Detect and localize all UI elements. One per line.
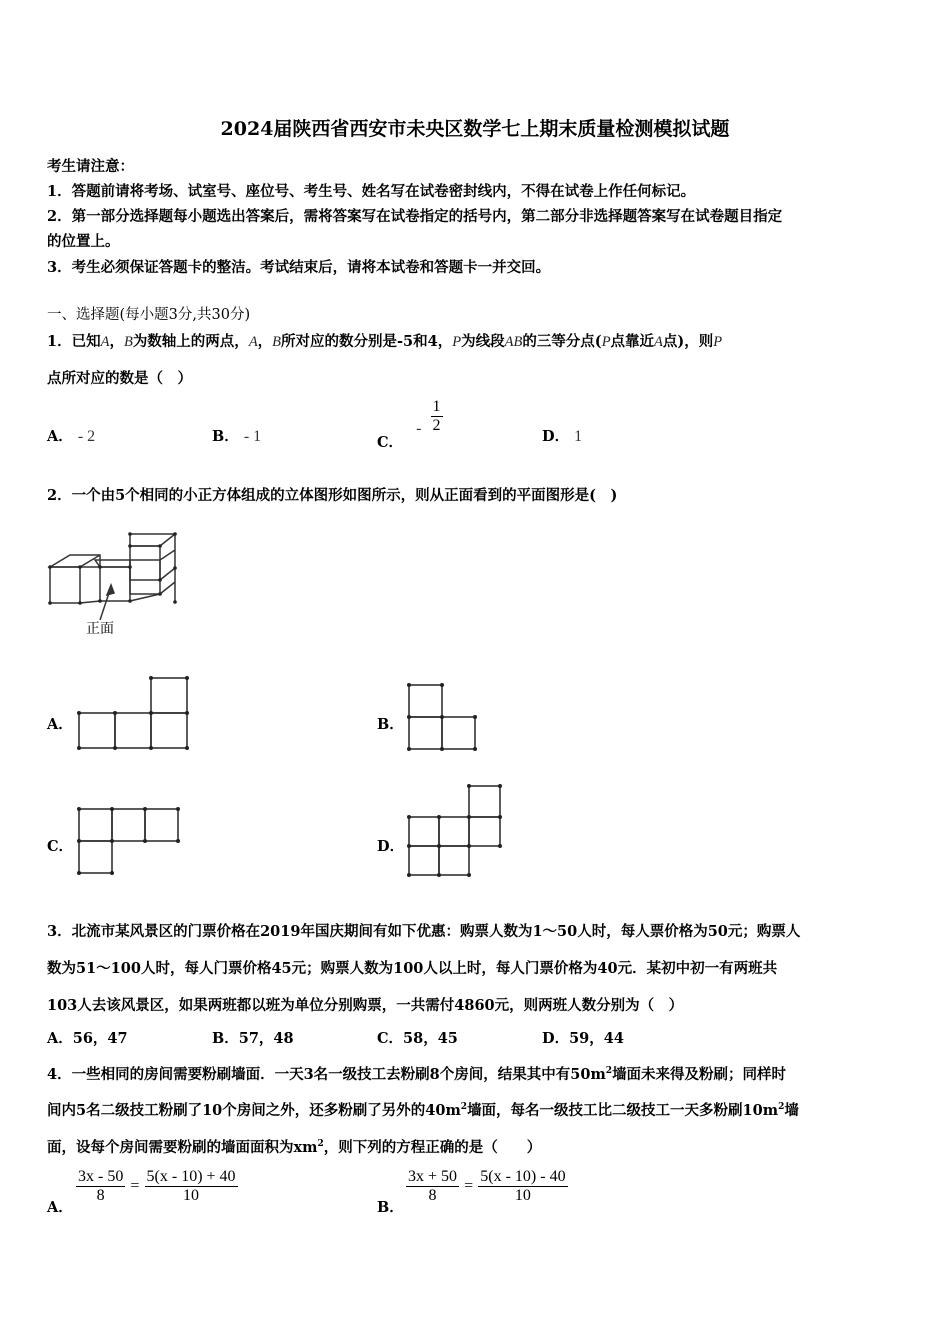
question-4-line: 间内5名二级技工粉刷了10个房间之外，还多粉刷了另外的$40m^2$墙面，每名一级技工比二级技工一天多粉刷$10m^2$墙: [47, 1102, 799, 1119]
q3-option-c[interactable]: C．58，45: [377, 1030, 458, 1047]
question-4-line: 面，设每个房间需要粉刷的墙面面积为$xm^2$，则下列的方程正确的是（ ）: [47, 1139, 542, 1156]
q4-option-a-equation[interactable]: $\frac{3x - 50}{8}$ = $\frac{5(x - 10) + 40}{10}$: [78, 1168, 236, 1204]
q2-option-c-label[interactable]: C．: [47, 838, 74, 855]
front-label: 正面: [86, 621, 114, 637]
q4-option-b-equation[interactable]: $\frac{3x + 50}{8}$ = $\frac{5(x - 10) - 40}{10}$: [408, 1168, 566, 1204]
q2-3d-figure: [45, 515, 185, 640]
q2-option-d-figure[interactable]: [406, 783, 506, 878]
question-4-line: 4．一些相同的房间需要粉刷墙面．一天3名一级技工去粉刷8个房间，结果其中有$50m^2$墙面未来得及粉刷；同样时: [47, 1066, 787, 1083]
question-1-line-1: 1．已知A，B为数轴上的两点，A，B所对应的数分别是-5和4，P为线段AB的三等分点(P点靠近A点)，则P: [47, 333, 723, 350]
section-heading: 一、选择题(每小题3分,共30分): [47, 307, 251, 323]
q2-option-d-label[interactable]: D．: [377, 838, 405, 855]
q1-option-d[interactable]: D． 1: [542, 428, 583, 445]
notice-item: 1．答题前请将考场、试室号、座位号、考生号、姓名写在试卷密封线内，不得在试卷上作任何标记。: [47, 183, 696, 200]
notice-item: 3．考生必须保证答题卡的整洁。考试结束后，请将本试卷和答题卡一并交回。: [47, 259, 551, 276]
notice-heading: 考生请注意：: [47, 158, 134, 175]
q2-option-c-figure[interactable]: [76, 806, 182, 878]
q3-option-d[interactable]: D．59，44: [542, 1030, 624, 1047]
q4-option-a-label[interactable]: A．: [47, 1199, 73, 1216]
question-3-line: 3．北流市某风景区的门票价格在2019年国庆期间有如下优惠：购票人数为1～50人时，每人票价格为50元；购票人: [47, 923, 801, 940]
page-title: 2024届陕西省西安市未央区数学七上期末质量检测模拟试题: [220, 118, 730, 140]
question-3-line: 103人去该风景区，如果两班都以班为单位分别购票，一共需付4860元，则两班人数分别为（ ）: [47, 997, 684, 1014]
question-3-line: 数为51～100人时，每人门票价格45元；购票人数为100人以上时，每人门票价格为40元．某初中初一有两班共: [47, 960, 778, 977]
notice-item: 2．第一部分选择题每小题选出答案后，需将答案写在试卷指定的括号内，第二部分非选择题答案写在试卷题目指定: [47, 208, 783, 225]
q1-option-c[interactable]: C． - $\frac{1}{2}$: [377, 398, 441, 451]
q2-option-b-label[interactable]: B．: [377, 716, 404, 733]
question-1-line-2: 点所对应的数是（ ）: [47, 370, 192, 387]
notice-item: 的位置上。: [47, 233, 120, 250]
q1-option-b[interactable]: B． - 1: [212, 428, 262, 445]
q2-option-b-figure[interactable]: [406, 682, 480, 752]
q2-option-a-label[interactable]: A．: [47, 716, 73, 733]
q3-option-a[interactable]: A．56，47: [47, 1030, 128, 1047]
question-2-text: 2．一个由5个相同的小正方体组成的立体图形如图所示，则从正面看到的平面图形是( ): [47, 487, 618, 504]
q3-option-b[interactable]: B．57，48: [212, 1030, 294, 1047]
q1-option-a[interactable]: A． - 2: [47, 428, 96, 445]
q2-option-a-figure[interactable]: [76, 676, 190, 752]
q4-option-b-label[interactable]: B．: [377, 1199, 404, 1216]
